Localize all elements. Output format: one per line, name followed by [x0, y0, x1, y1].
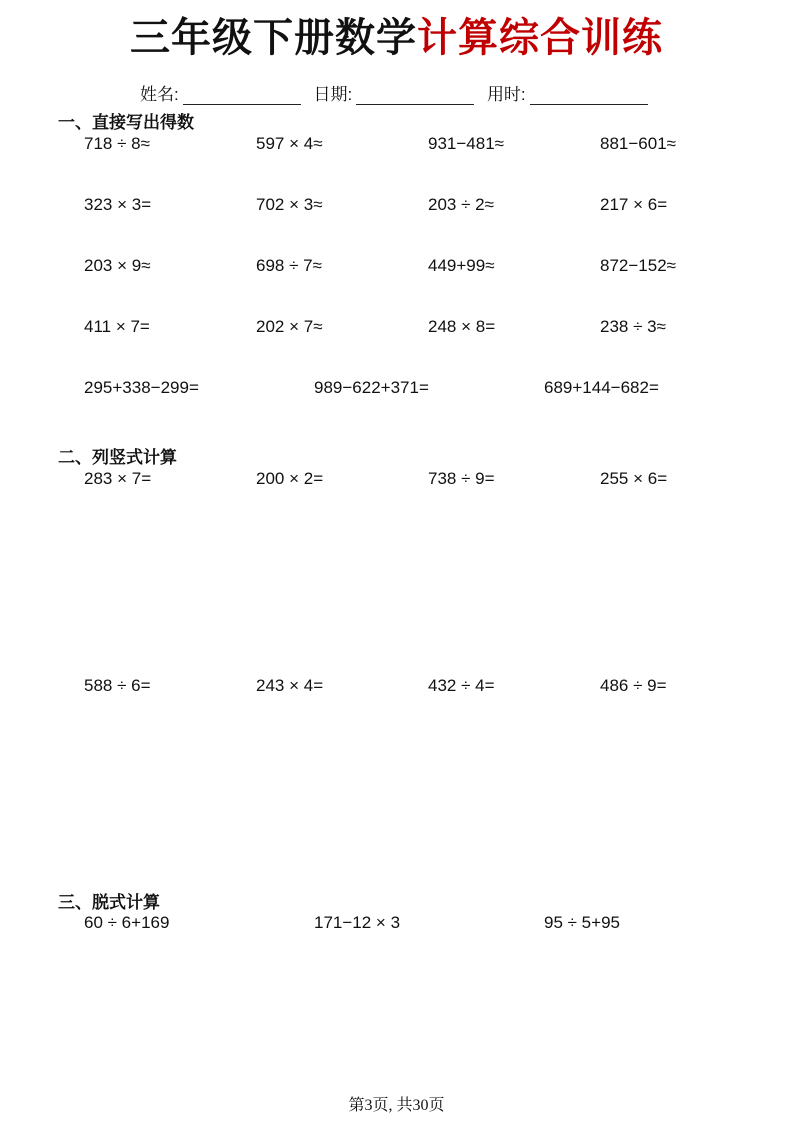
time-label: 用时:	[486, 85, 526, 104]
problem: 702 × 3≈	[256, 195, 323, 214]
problem: 872−152≈	[600, 256, 676, 275]
problem: 432 ÷ 4=	[428, 676, 495, 695]
problem: 689+144−682=	[544, 378, 659, 397]
problem-row	[0, 134, 793, 158]
section-heading-stepwise: 三、脱式计算	[58, 893, 160, 912]
problem: 243 × 4=	[256, 676, 324, 695]
problem: 203 ÷ 2≈	[428, 195, 494, 214]
problem: 738 ÷ 9=	[428, 469, 495, 488]
problem: 295+338−299=	[84, 378, 199, 397]
problem-row	[0, 469, 793, 493]
problem: 202 × 7≈	[256, 317, 323, 336]
problem-row	[0, 195, 793, 219]
problem: 597 × 4≈	[256, 134, 323, 153]
problem: 323 × 3=	[84, 195, 152, 214]
problem: 60 ÷ 6+169	[84, 913, 170, 932]
problem: 698 ÷ 7≈	[256, 256, 322, 275]
problem: 171−12 × 3	[314, 913, 401, 932]
date-field	[313, 80, 474, 105]
problem: 718 ÷ 8≈	[84, 134, 150, 153]
problem: 203 × 9≈	[84, 256, 151, 275]
time-field	[487, 80, 648, 105]
problem: 411 × 7=	[84, 317, 150, 336]
section-heading-vertical: 二、列竖式计算	[58, 448, 177, 467]
problem: 989−622+371=	[314, 378, 429, 397]
problem-row	[0, 317, 793, 341]
problem-row	[0, 913, 793, 937]
problem: 881−601≈	[600, 134, 676, 153]
problem: 283 × 7=	[84, 469, 152, 488]
problem: 217 × 6=	[600, 195, 668, 214]
problem: 200 × 2=	[256, 469, 324, 488]
problem: 931−481≈	[428, 134, 504, 153]
page-footer: 第3页, 共30页	[348, 1097, 445, 1114]
title-main: 三年级下册数学	[130, 14, 417, 61]
problem-row	[0, 256, 793, 280]
date-blank	[356, 88, 474, 105]
problem-row	[0, 378, 793, 402]
name-field	[140, 80, 301, 105]
name-blank	[183, 88, 301, 105]
name-label: 姓名:	[140, 85, 179, 104]
problem: 255 × 6=	[600, 469, 668, 488]
time-blank	[530, 88, 648, 105]
section-heading-direct: 一、直接写出得数	[58, 113, 194, 132]
problem: 449+99≈	[428, 256, 495, 275]
title-highlight: 计算综合训练	[417, 14, 663, 61]
problem: 238 ÷ 3≈	[600, 317, 666, 336]
page-title	[0, 12, 793, 64]
date-label: 日期:	[313, 85, 353, 104]
problem: 486 ÷ 9=	[600, 676, 667, 695]
problem: 95 ÷ 5+95	[544, 913, 620, 932]
student-info	[140, 80, 656, 105]
problem-row	[0, 676, 793, 700]
problem: 248 × 8=	[428, 317, 496, 336]
problem: 588 ÷ 6=	[84, 676, 151, 695]
